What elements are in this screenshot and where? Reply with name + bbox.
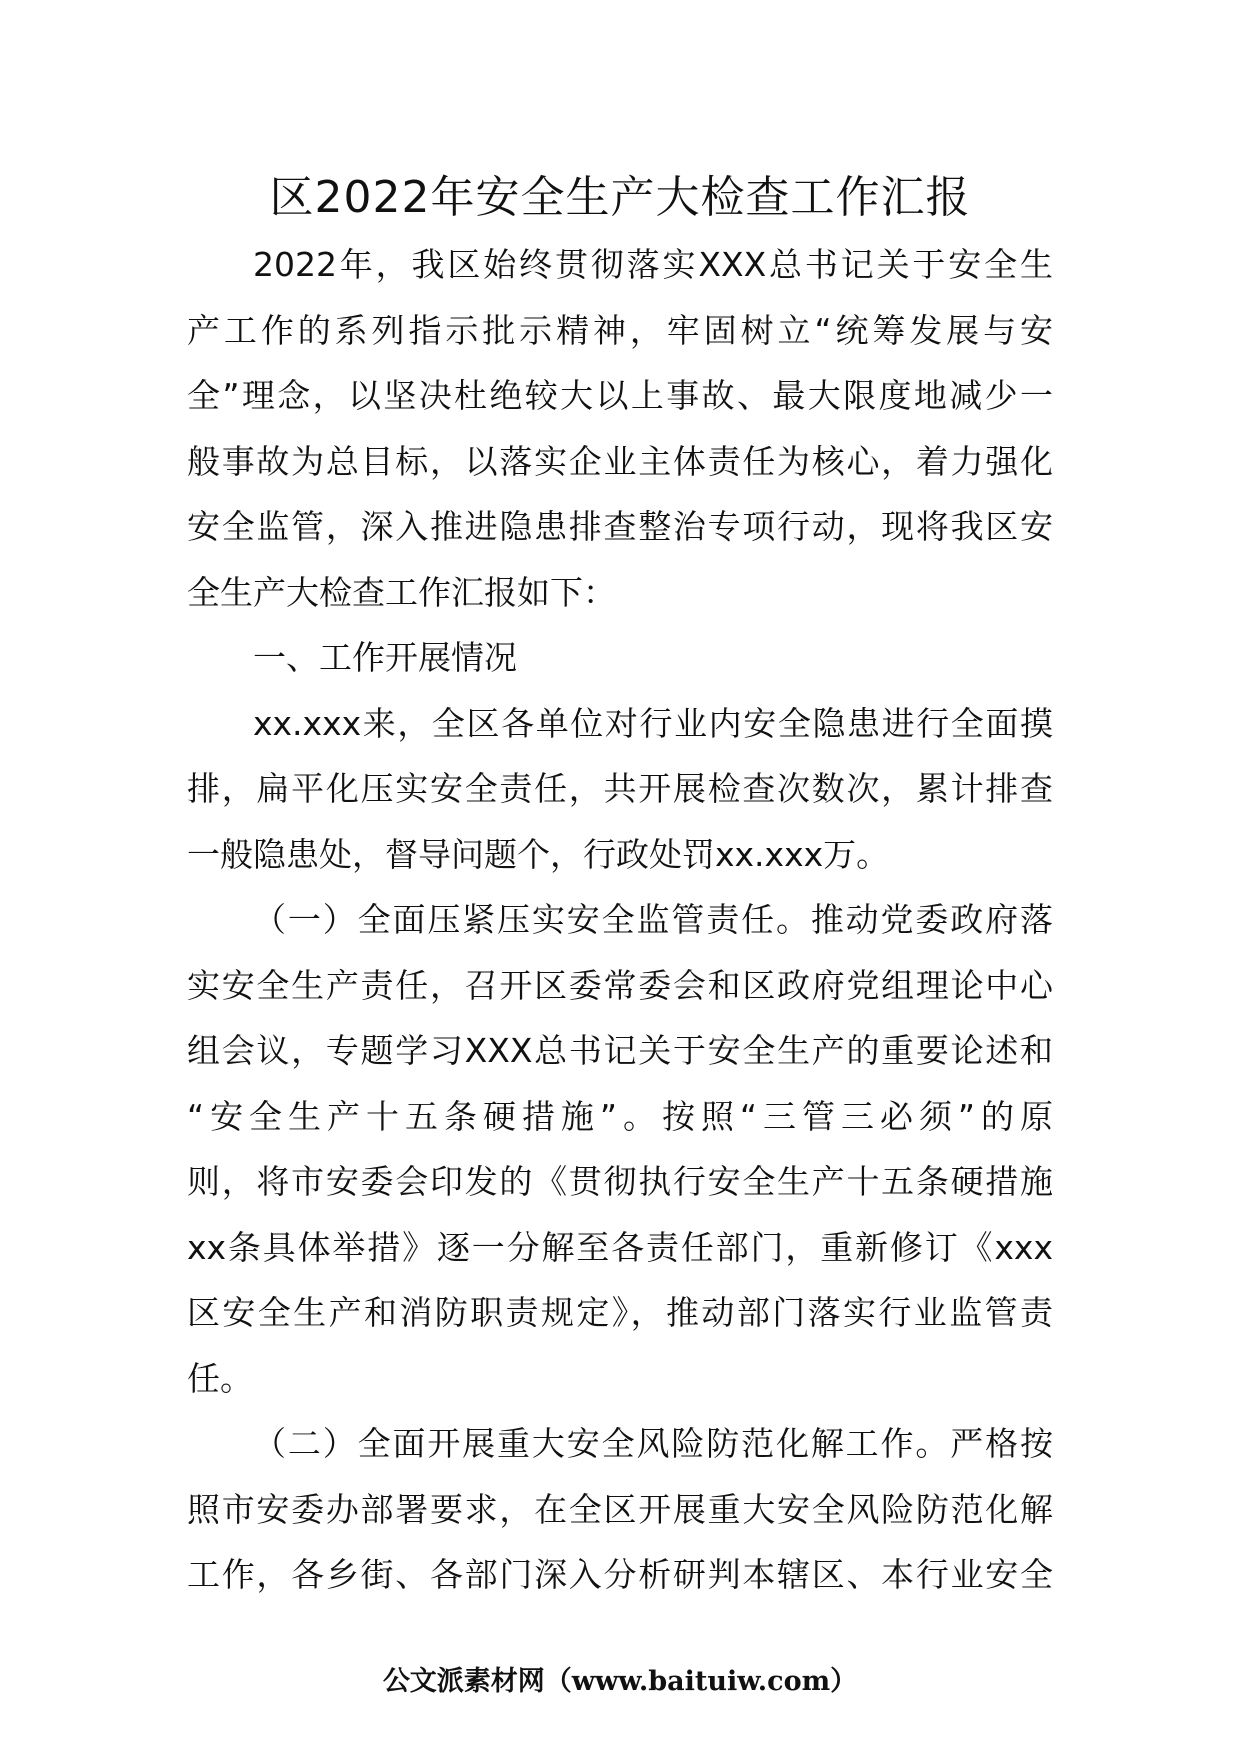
paragraph-line: 安全监管，深入推进隐患排查整治专项行动，现将我区安: [187, 507, 1053, 546]
document-body: [187, 232, 1053, 1608]
paragraph-line: 排，扁平化压实安全责任，共开展检查次数次，累计排查: [187, 769, 1053, 808]
paragraph-line: （二）全面开展重大安全风险防范化解工作。严格按: [253, 1424, 1053, 1463]
paragraph-line: 2022年，我区始终贯彻落实XXX总书记关于安全生: [253, 245, 1053, 284]
paragraph-line: “安全生产十五条硬措施”。按照“三管三必须”的原: [187, 1096, 1053, 1136]
paragraph-line: 全”理念，以坚决杜绝较大以上事故、最大限度地减少一: [187, 376, 1053, 415]
paragraph-line: （一）全面压紧压实安全监管责任。推动党委政府落: [253, 900, 1053, 939]
watermark-footer: 公文派素材网（www.baituiw.com）: [382, 1666, 858, 1697]
paragraph-line: 任。: [187, 1358, 253, 1398]
section-heading: 一、工作开展情况: [253, 638, 517, 677]
paragraph-line: 则，将市安委会印发的《贯彻执行安全生产十五条硬措施: [187, 1162, 1053, 1201]
document-title: 区2022年安全生产大检查工作汇报: [269, 172, 971, 223]
paragraph-line: xx.xxx来，全区各单位对行业内安全隐患进行全面摸: [253, 703, 1053, 743]
paragraph-line: 产工作的系列指示批示精神，牢固树立“统筹发展与安: [187, 310, 1053, 350]
paragraph-line: 照市安委办部署要求，在全区开展重大安全风险防范化解: [187, 1489, 1053, 1529]
paragraph-line: 组会议，专题学习XXX总书记关于安全生产的重要论述和: [187, 1031, 1053, 1070]
paragraph-line: 般事故为总目标，以落实企业主体责任为核心，着力强化: [187, 441, 1053, 481]
paragraph-line: 一般隐患处，督导问题个，行政处罚xx.xxx万。: [187, 834, 890, 874]
paragraph-line: 工作，各乡街、各部门深入分析研判本辖区、本行业安全: [187, 1555, 1053, 1594]
paragraph-line: 区安全生产和消防职责规定》，推动部门落实行业监管责: [187, 1293, 1053, 1332]
paragraph-line: 全生产大检查工作汇报如下：: [187, 572, 616, 612]
paragraph-line: 实安全生产责任，召开区委常委会和区政府党组理论中心: [187, 965, 1053, 1005]
paragraph-line: xx条具体举措》逐一分解至各责任部门，重新修订《xxx: [187, 1227, 1053, 1267]
